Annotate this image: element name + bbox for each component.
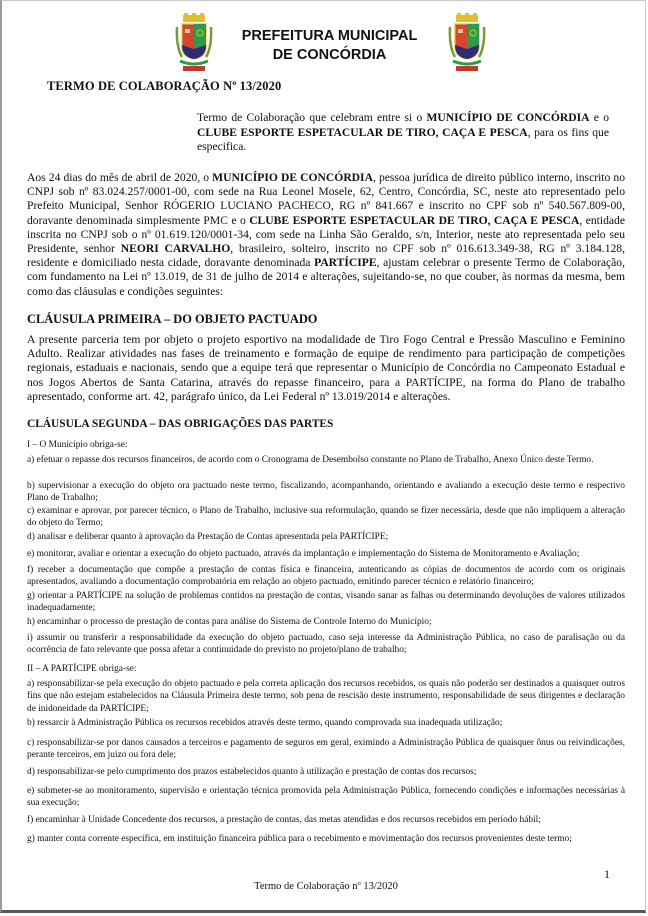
document-summary: [197, 111, 609, 155]
list-item: c) examinar e aprovar, por parecer técnico, o Plano de Trabalho, inclusive sua reformulação, quando se fizer necessária, desde que não impliquem a alteração do objeto do Termo;: [27, 506, 625, 529]
summary-text: Termo de Colaboração que celebram entre si o: [197, 111, 427, 124]
organization-name: [222, 27, 437, 65]
clause-2-heading: CLÁUSULA SEGUNDA – DAS OBRIGAÇÕES DAS PARTES: [27, 418, 334, 430]
list-item: c) responsabilizar-se por danos causados a terceiros e pagamento de seguros em geral, eximindo a Administração Pública de quaisquer ônus ou reivindicações, perante terceiros, em juízo ou fora dele;: [27, 738, 625, 761]
preamble-text: , brasileiro, solteiro, inscrito no CPF sob nº 016.613.349-38, RG nº 3.184.128, residente e domiciliado nesta cidade, doravante denominada: [27, 242, 625, 270]
municipal-coat-of-arms-icon: [174, 13, 214, 73]
summary-party-municipality: MUNICÍPIO DE CONCÓRDIA: [426, 111, 590, 124]
section-2-title: II – A PARTÍCIPE obriga-se:: [27, 664, 137, 674]
list-item: f) encaminhar à Unidade Concedente dos recursos, a prestação de contas, das metas atendidas e dos recursos recebidos em período hábil;: [27, 815, 541, 825]
preamble-participe: PARTÍCIPE: [314, 256, 377, 270]
list-item: g) orientar a PARTÍCIPE na solução de problemas contidos na prestação de contas, visando sanar as falhas ou determinando devoluções de valores utilizados inadequadamente;: [27, 591, 625, 614]
list-item: e) submeter-se ao monitoramento, supervisão e orientação técnica promovida pela Administração Pública, fornecendo condições e informações necessárias à sua execução;: [27, 786, 625, 809]
preamble-text: , entidade inscrita no CNPJ sob o nº 01.619.120/0001-34, com sede na Linha São Geraldo, s/n, Interior, neste ato representada pelo seu Presidente, senhor: [27, 213, 625, 256]
preamble-club: CLUBE ESPORTE ESPETACULAR DE TIRO, CAÇA E PESCA: [249, 213, 580, 227]
clause-1-text: A presente parceria tem por objeto o projeto esportivo na modalidade de Tiro Fogo Central e Pressão Masculino e Feminino Adulto. Realizar atividades nas fases de treinamento e formação de equipe de rendimento para participação de competições regionais, estaduais e nacionais, sendo que a equipe terá que representar o Município de Concórdia no Campeonato Estadual e nos Jogos Abertos de Santa Catarina, através do repasse financeiro, para a PARTÍCIPE, na forma do Plano de trabalho apresentado, conforme art. 42, parágrafo único, da Lei Federal nº 13.019/2014 e alterações.: [27, 333, 625, 403]
preamble-president: NEORI CARVALHO: [120, 242, 231, 256]
page-number: 1: [604, 867, 610, 881]
list-item: a) efetuar o repasse dos recursos financeiros, de acordo com o Cronograma de Desembolso constante no Plano de Trabalho, Anexo Único deste Termo.: [27, 455, 594, 465]
municipal-coat-of-arms-icon: [447, 13, 487, 73]
clause-1-heading: CLÁUSULA PRIMEIRA – DO OBJETO PACTUADO: [27, 312, 318, 326]
section-1-title: I – O Município obriga-se:: [27, 440, 128, 450]
list-item: a) responsabilizar-se pela execução do objeto pactuado e pela correta aplicação dos recursos recebidos, os quais não poderão ser destinados a quaisquer outros fins que não estejam estabelecidos na Cláusula Primeira deste termo, sob pena de rescisão deste instrumento, responsabilidade de seus dirigentes e declaração de inidoneidade da PARTÍCIPE;: [27, 679, 625, 714]
list-item: d) analisar e deliberar quanto à aprovação da Prestação de Contas apresentada pela PARTÍCIPE;: [27, 532, 389, 542]
list-item: h) encaminhar o processo de prestação de contas para análise do Sistema de Controle Interno do Município;: [27, 617, 432, 627]
letterhead: [2, 11, 648, 73]
preamble-text: , pessoa jurídica de direito público interno, inscrito no CNPJ sob nº 83.024.257/0001-00, com sede na Rua Leonel Mosele, 62, Centro, Concórdia, SC, neste ato representado pelo Prefeito Municipal, Senhor RÓGERIO LUCIANO PACHECO, RG nº 841.667 e inscrito no CPF sob nº 540.567.809-00, doravante denominada simplesmente PMC e o: [27, 171, 626, 227]
preamble-text: Aos 24 dias do mês de abril de 2020, o: [27, 171, 213, 184]
footer-title: Termo de Colaboração nº 13/2020: [254, 881, 398, 892]
list-item: g) manter conta corrente específica, em instituição financeira pública para o recebimento e movimentação dos recursos provenientes deste termo;: [27, 834, 572, 844]
summary-text: e o: [589, 111, 609, 124]
list-item: e) monitorar, avaliar e orientar a execução do objeto pactuado, através da implantação e implementação do Sistema de Monitoramento e Avaliação;: [27, 549, 580, 559]
summary-text: , para os fins que especifica.: [197, 125, 609, 154]
preamble-municipality: MUNICÍPIO DE CONCÓRDIA: [212, 171, 373, 184]
list-item: f) receber a documentação que compõe a prestação de contas física e financeira, autenticando as cópias de documentos de acordo com os originais apresentados, avaliando a documentação comprobatória em relação ao objeto pactuado, emitindo parecer técnico e relatório financeiro;: [27, 565, 625, 588]
organization-name-line2: DE CONCÓRDIA: [272, 47, 387, 63]
document-title: TERMO DE COLABORAÇÃO Nº 13/2020: [47, 79, 282, 93]
organization-name-line1: PREFEITURA MUNICIPAL: [241, 28, 418, 44]
preamble-text: , ajustam celebrar o presente Termo de Colaboração, com fundamento na Lei nº 13.019, de 31 de julho de 2014 e alterações, sujeitando-se, no que couber, às normas da mesma, bem como das cláusulas e condições seguintes:: [27, 256, 625, 298]
list-item: d) responsabilizar-se pelo cumprimento dos prazos estabelecidos quanto à utilização e prestação de contas dos recursos;: [27, 767, 477, 777]
summary-party-club: CLUBE ESPORTE ESPETACULAR DE TIRO, CAÇA E PESCA: [197, 125, 528, 139]
preamble-paragraph: [27, 171, 625, 299]
list-item: i) assumir ou transferir a responsabilidade da execução do objeto pactuado, caso seja interesse da Administração Pública, no caso de paralisação ou da ocorrência de fato relevante que possa afetar a continuidade do previsto no projeto/plano de trabalho;: [27, 633, 625, 656]
list-item: b) supervisionar a execução do objeto ora pactuado neste termo, fiscalizando, acompanhando, orientando e avaliando a execução deste termo e respectivo Plano de Trabalho;: [27, 481, 625, 504]
list-item: b) ressarcir à Administração Pública os recursos recebidos através deste termo, quando comprovada sua inadequada utilização;: [27, 718, 503, 728]
